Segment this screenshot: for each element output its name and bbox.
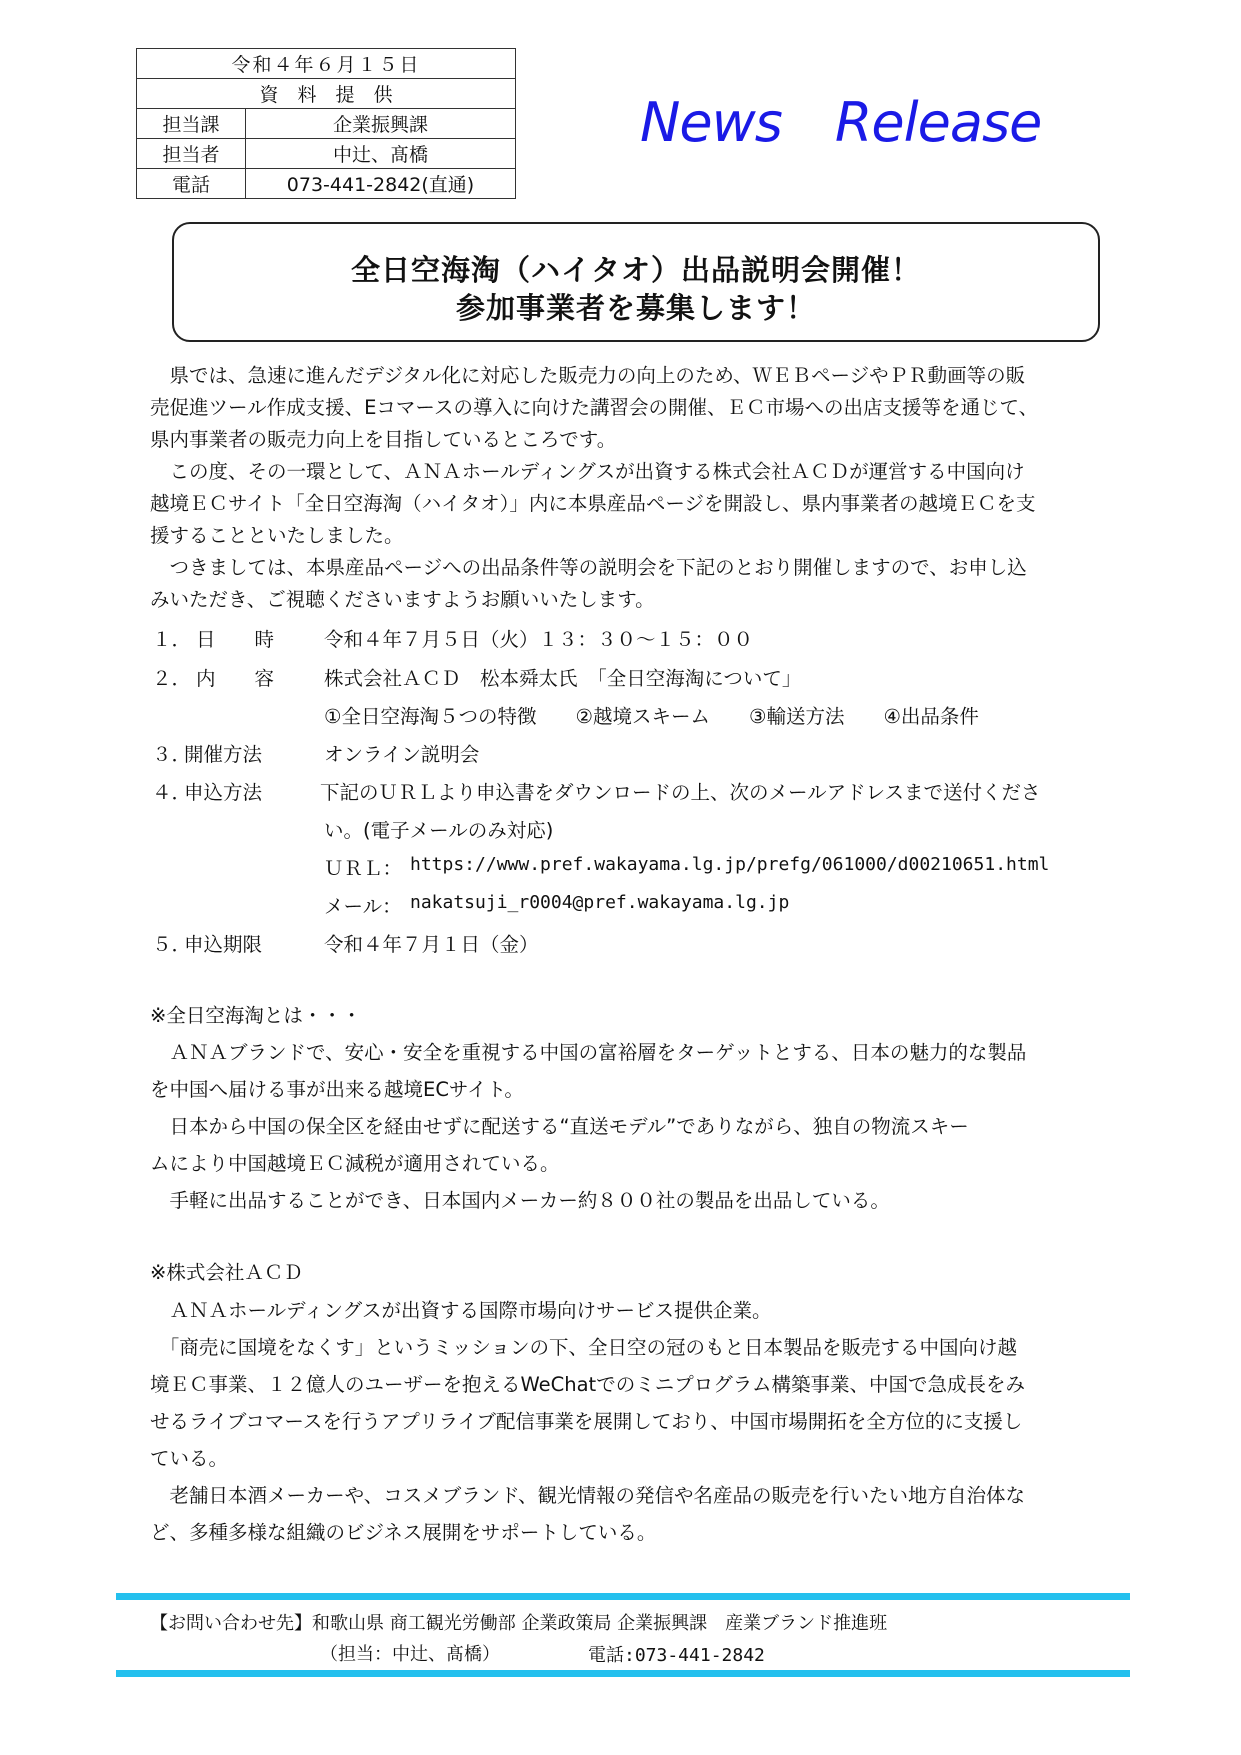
item-number: ５． <box>152 933 192 956</box>
note-line: 日本から中国の保全区を経由せずに配送する“直送モデル”でありながら、独自の物流スキー <box>150 1115 969 1138</box>
department-label: 担当課 <box>137 109 246 139</box>
note-line: 境ＥＣ事業、１２億人のユーザーを抱えるWeChatでのミニプログラム構築事業、中国で急成長をみ <box>150 1373 1026 1396</box>
email-address-link[interactable]: nakatsuji_r0004@pref.wakayama.lg.jp <box>410 892 790 913</box>
item-number: ３． <box>152 743 192 766</box>
item-number: １． <box>152 628 192 651</box>
note-line: ＡＮＡブランドで、安心・安全を重視する中国の富裕層をターゲットとする、日本の魅力的な製品 <box>150 1041 1027 1064</box>
note-line: ど、多種多様な組織のビジネス展開をサポートしている。 <box>150 1521 657 1544</box>
item-label: 申込方法 <box>184 781 263 804</box>
note-heading-haitao: ※全日空海淘とは・・・ <box>150 1004 362 1027</box>
note-line: ている。 <box>150 1447 229 1470</box>
release-date: 令和４年６月１５日 <box>137 49 516 79</box>
intro-line: 越境ＥＣサイト「全日空海淘（ハイタオ）」内に本県産品ページを開設し、県内事業者の越境ＥＣを支 <box>150 492 1036 515</box>
item-value: 令和４年７月１日（金） <box>324 933 539 956</box>
phone-value: 073-441-2842(直通) <box>246 169 516 199</box>
url-label: ＵＲＬ： <box>324 857 403 880</box>
note-line: 老舗日本酒メーカーや、コスメブランド、観光情報の発信や名産品の販売を行いたい地方自治体な <box>150 1484 1025 1507</box>
note-line: 「商売に国境をなくす」というミッションの下、全日空の冠のもと日本製品を販売する中国向け越 <box>150 1336 1017 1359</box>
footer-bottom-bar <box>116 1670 1130 1677</box>
title-line-1: 全日空海淘（ハイタオ）出品説明会開催！ <box>350 253 921 287</box>
item-value: オンライン説明会 <box>324 743 480 766</box>
intro-line: 県内事業者の販売力向上を目指しているところです。 <box>150 428 617 451</box>
note-line: せるライブコマースを行うアプリライブ配信事業を展開しており、中国市場開拓を全方位的に支援し <box>150 1410 1023 1433</box>
item-value: い。(電子メールのみ対応) <box>324 819 554 842</box>
email-label: メール： <box>324 895 402 918</box>
footer-contact-office: 【お問い合わせ先】和歌山県 商工観光労働部 企業政策局 企業振興課 産業ブランド推進班 <box>150 1613 888 1634</box>
document-type: 資 料 提 供 <box>137 79 516 109</box>
item-label: 開催方法 <box>184 743 263 766</box>
application-url-link[interactable]: https://www.pref.wakayama.lg.jp/prefg/061000/d00210651.html <box>410 854 1050 875</box>
item-number: ２． <box>152 667 192 690</box>
contact-info-table <box>136 48 516 199</box>
person-value: 中辻、髙橋 <box>246 139 516 169</box>
person-label: 担当者 <box>137 139 246 169</box>
intro-line: 売促進ツール作成支援、Eコマースの導入に向けた講習会の開催、ＥＣ市場への出店支援等を通じて、 <box>150 396 1039 419</box>
note-heading-acd: ※株式会社ＡＣＤ <box>150 1261 303 1284</box>
item-label: 内 容 <box>196 667 275 690</box>
item-label: 申込期限 <box>184 933 263 956</box>
department-value: 企業振興課 <box>246 109 516 139</box>
item-number: ４． <box>152 781 192 804</box>
item-label: 日 時 <box>196 628 275 651</box>
note-line: を中国へ届ける事が出来る越境ECサイト。 <box>150 1078 524 1101</box>
note-line: ムにより中国越境ＥＣ減税が適用されている。 <box>150 1152 560 1175</box>
item-value: 下記のＵＲＬより申込書をダウンロードの上、次のメールアドレスまで送付くださ <box>320 781 1041 804</box>
item-value: 株式会社ＡＣＤ 松本舜太氏 「全日空海淘について」 <box>324 667 802 690</box>
note-line: ＡＮＡホールディングスが出資する国際市場向けサービス提供企業。 <box>150 1299 772 1322</box>
title-box <box>172 222 1100 342</box>
intro-line: 県では、急速に進んだデジタル化に対応した販売力の向上のため、ＷＥＢページやＰＲ動画等の販 <box>150 364 1026 387</box>
footer-phone: 電話:073-441-2842 <box>588 1645 765 1666</box>
phone-label: 電話 <box>137 169 246 199</box>
intro-line: みいただき、ご視聴くださいますようお願いいたします。 <box>150 588 655 611</box>
item-value: 令和４年７月５日（火）１３：３０～１５：００ <box>324 628 754 651</box>
footer-contact-person: （担当：中辻、髙橋） <box>320 1644 500 1665</box>
intro-line: この度、その一環として、ＡＮＡホールディングスが出資する株式会社ＡＣＤが運営する中国向け <box>150 460 1025 483</box>
intro-line: つきましては、本県産品ページへの出品条件等の説明会を下記のとおり開催しますので、お申し込 <box>150 556 1027 579</box>
note-line: 手軽に出品することができ、日本国内メーカー約８００社の製品を出品している。 <box>150 1189 890 1212</box>
item-value: ①全日空海淘５つの特徴 ②越境スキーム ③輸送方法 ④出品条件 <box>324 705 979 728</box>
intro-line: 援することといたしました。 <box>150 524 404 547</box>
footer-top-bar <box>116 1593 1130 1600</box>
news-release-heading: News Release <box>640 91 1042 154</box>
title-line-2: 参加事業者を募集します！ <box>455 291 816 325</box>
